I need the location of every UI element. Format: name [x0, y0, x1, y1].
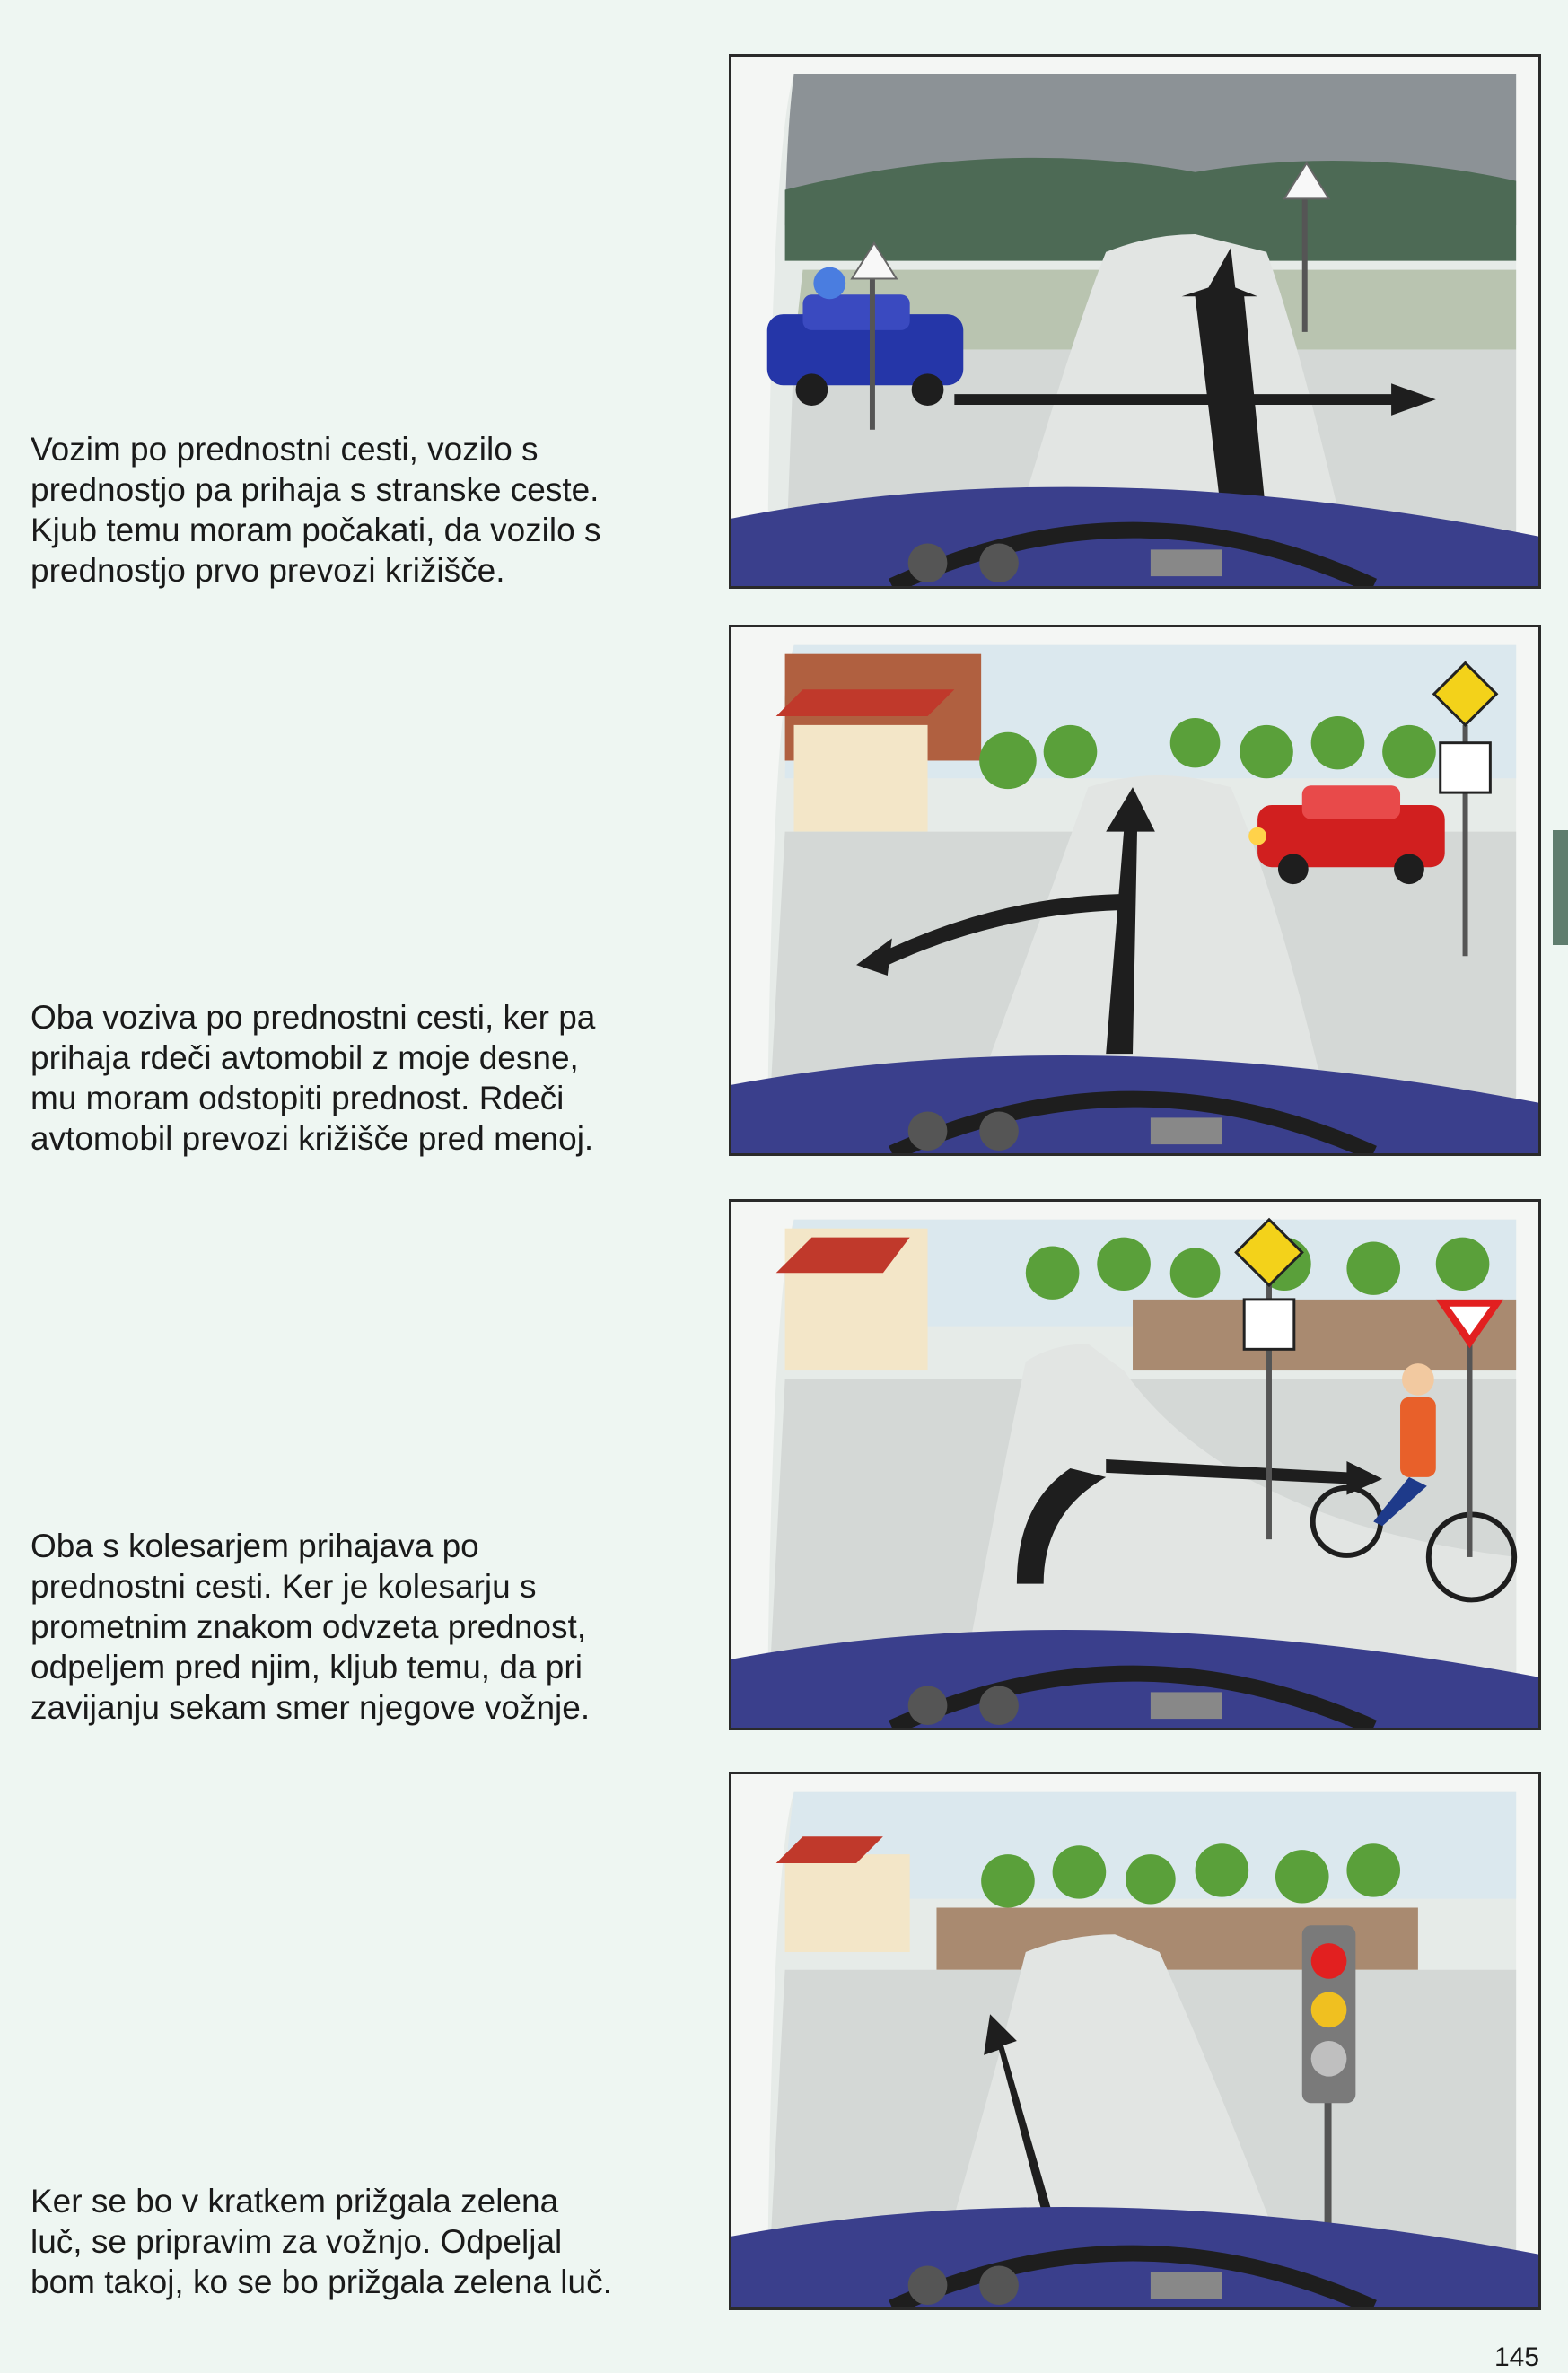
caption-line: bom takoj, ko se bo prižgala zelena luč.: [31, 2264, 612, 2300]
illustration-panel-2: [729, 625, 1541, 1156]
caption-line: mu moram odstopiti prednost. Rdeči: [31, 1080, 565, 1116]
panel-1-scene: [731, 57, 1538, 586]
panel-3-scene: [731, 1202, 1538, 1728]
caption-line: prednostni cesti. Ker je kolesarju s: [31, 1568, 537, 1605]
caption-2: [31, 997, 670, 1159]
illustration-panel-1: [729, 54, 1541, 589]
caption-1: [31, 429, 670, 591]
caption-line: prednostjo prvo prevozi križišče.: [31, 552, 505, 589]
caption-line: avtomobil prevozi križišče pred menoj.: [31, 1120, 594, 1157]
caption-line: odpeljem pred njim, kljub temu, da pri: [31, 1649, 583, 1686]
caption-line: prometnim znakom odvzeta prednost,: [31, 1608, 587, 1645]
caption-line: Kjub temu moram počakati, da vozilo s: [31, 512, 601, 548]
caption-line: prihaja rdeči avtomobil z moje desne,: [31, 1039, 579, 1076]
panel-2-scene: [731, 627, 1538, 1153]
caption-4: [31, 2181, 670, 2302]
caption-line: Vozim po prednostni cesti, vozilo s: [31, 431, 539, 468]
caption-3: [31, 1526, 670, 1728]
caption-line: Ker se bo v kratkem prižgala zelena: [31, 2183, 559, 2220]
caption-line: prednostjo pa prihaja s stranske ceste.: [31, 471, 600, 508]
illustration-panel-4: [729, 1772, 1541, 2310]
page-number: 145: [1494, 2342, 1540, 2372]
caption-line: Oba s kolesarjem prihajava po: [31, 1528, 479, 1564]
panel-4-scene: [731, 1774, 1538, 2307]
caption-line: luč, se pripravim za vožnjo. Odpeljal: [31, 2223, 563, 2260]
caption-line: Oba voziva po prednostni cesti, ker pa: [31, 999, 596, 1036]
illustration-panel-3: [729, 1199, 1541, 1730]
caption-line: zavijanju sekam smer njegove vožnje.: [31, 1689, 591, 1726]
chapter-tab: [1553, 830, 1568, 945]
